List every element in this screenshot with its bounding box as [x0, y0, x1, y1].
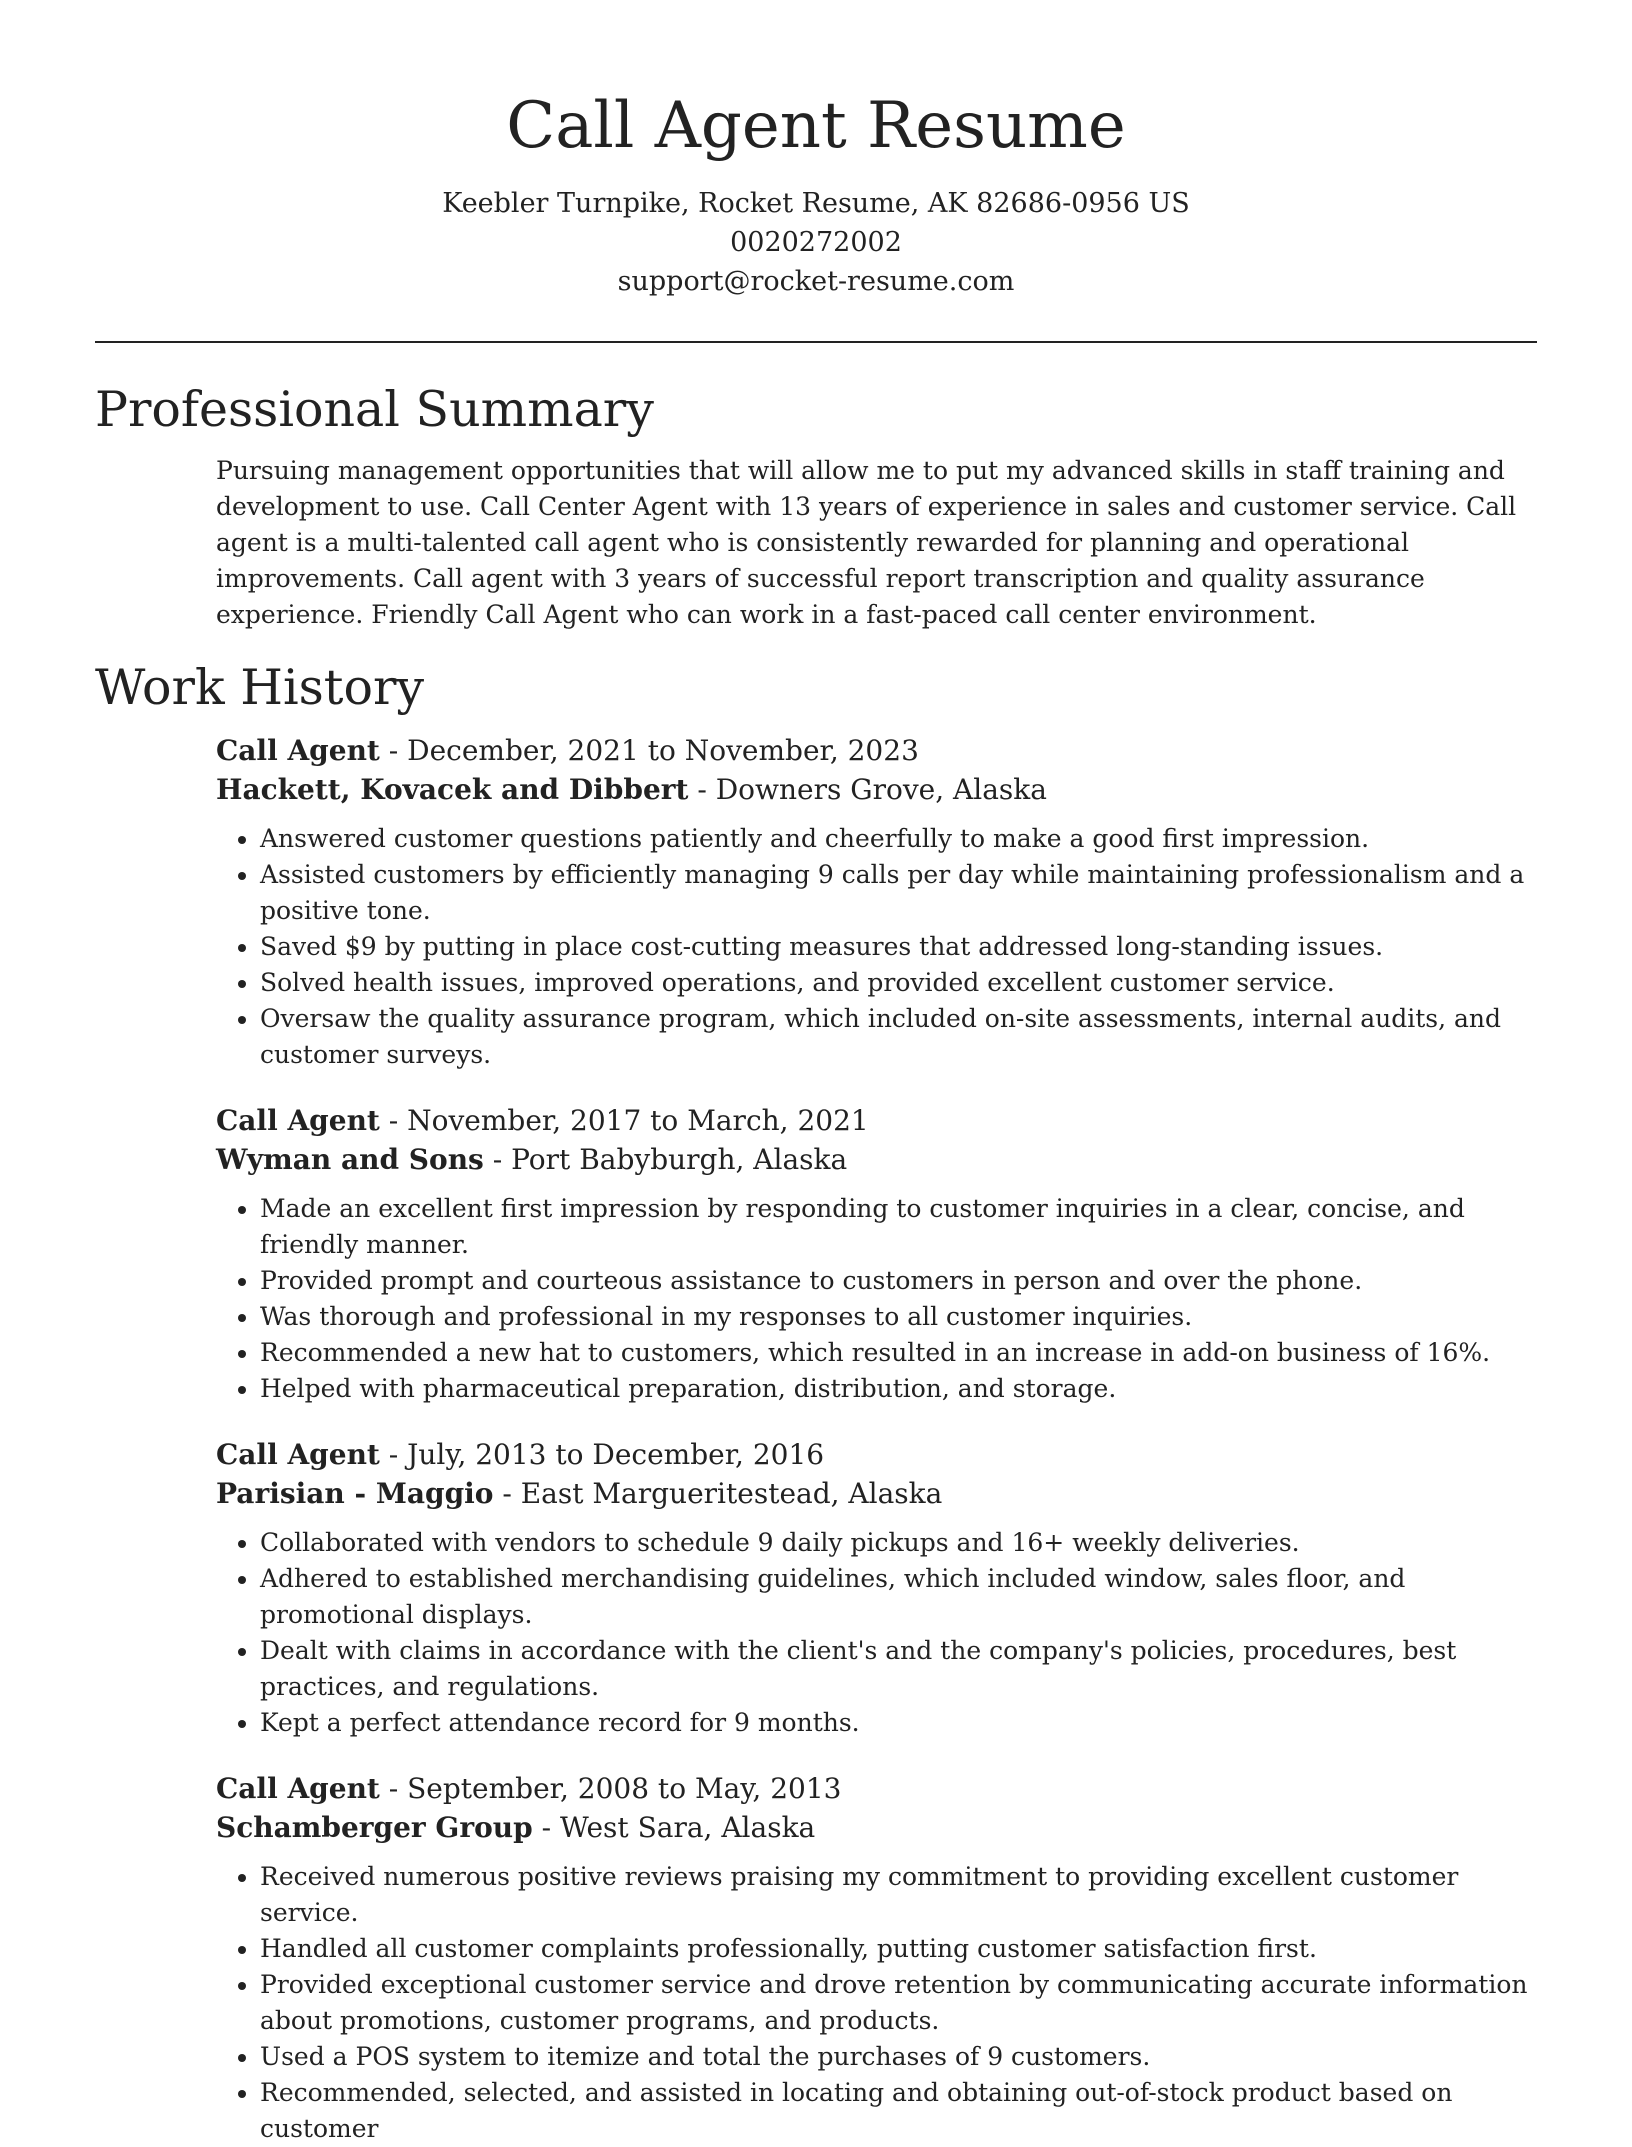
job-dates: November, 2017 to March, 2021 [407, 1104, 869, 1137]
job-location: West Sara, Alaska [559, 1811, 816, 1844]
job-company: Wyman and Sons [216, 1143, 484, 1176]
job-title: Call Agent [216, 1772, 380, 1805]
resume-header [95, 0, 1537, 301]
job-separator: - [493, 1477, 521, 1510]
job-dates: December, 2021 to November, 2023 [407, 734, 919, 767]
summary-text: Pursuing management opportunities that will allow me to put my advanced skills in staff training and development to use. Call Center Agent with 13 years of experience in sales and customer service. Call agent is a multi-talented call agent who is consistently rewarded for planning and operational improvements. Call agent with 3 years of successful report transcription and quality assurance experience. Friendly Call Agent who can work in a fast-paced call center environment. [216, 456, 1517, 629]
job-duty-item: • Helped with pharmaceutical preparation, distribution, and storage. [260, 1371, 1537, 1407]
job-list [95, 731, 1537, 2147]
job-title-line [216, 1435, 1537, 1474]
job-title: Call Agent [216, 734, 380, 767]
job-duty-item: • Recommended, selected, and assisted in locating and obtaining out-of-stock product based on customer [260, 2075, 1537, 2147]
job-location: East Margueritestead, Alaska [520, 1477, 943, 1510]
job-duty-item: • Saved $9 by putting in place cost-cutting measures that addressed long-standing issues. [260, 929, 1537, 965]
job-separator: - [688, 773, 716, 806]
job-title-line [216, 1101, 1537, 1140]
job-company: Hackett, Kovacek and Dibbert [216, 773, 689, 806]
job-location: Downers Grove, Alaska [715, 773, 1047, 806]
job-location: Port Babyburgh, Alaska [511, 1143, 848, 1176]
job-duty-item: • Oversaw the quality assurance program, which included on-site assessments, internal audits, and customer surveys. [260, 1001, 1537, 1073]
job-company-line [216, 1140, 1537, 1179]
job-duty-item: • Collaborated with vendors to schedule 9 daily pickups and 16+ weekly deliveries. [260, 1525, 1537, 1561]
job-company-line [216, 1474, 1537, 1513]
resume-title: Call Agent Resume [506, 89, 1126, 163]
job-duty-item: • Used a POS system to itemize and total the purchases of 9 customers. [260, 2039, 1537, 2075]
job-duty-item: • Answered customer questions patiently and cheerfully to make a good first impression. [260, 821, 1537, 857]
job-duties-list [216, 1525, 1537, 1741]
job-entry [216, 731, 1537, 1073]
contact-address: Keebler Turnpike, Rocket Resume, AK 82686-0956 US [442, 188, 1190, 219]
job-company: Schamberger Group [216, 1811, 533, 1844]
professional-summary-section [95, 381, 1537, 633]
job-separator: - [379, 734, 408, 767]
job-duty-item: • Assisted customers by efficiently managing 9 calls per day while maintaining professionalism and a positive tone. [260, 857, 1537, 929]
contact-email: support@rocket-resume.com [617, 266, 1015, 297]
job-duty-item: • Adhered to established merchandising guidelines, which included window, sales floor, and promotional displays. [260, 1561, 1537, 1633]
job-company-line [216, 770, 1537, 809]
job-entry [216, 1435, 1537, 1741]
job-duty-item: • Kept a perfect attendance record for 9 months. [260, 1705, 1537, 1741]
job-entry [216, 1101, 1537, 1407]
work-history-heading: Work History [95, 659, 425, 716]
job-dates: July, 2013 to December, 2016 [407, 1438, 825, 1471]
job-separator: - [483, 1143, 512, 1176]
job-duty-item: • Provided prompt and courteous assistance to customers in person and over the phone. [260, 1263, 1537, 1299]
job-duties-list [216, 1859, 1537, 2147]
job-separator: - [379, 1104, 408, 1137]
job-duty-item: • Made an excellent first impression by responding to customer inquiries in a clear, concise, and friendly manner. [260, 1191, 1537, 1263]
job-title: Call Agent [216, 1104, 380, 1137]
job-duty-item: • Handled all customer complaints professionally, putting customer satisfaction first. [260, 1931, 1537, 1967]
job-company: Parisian - Maggio [216, 1477, 494, 1510]
work-history-section [95, 659, 1537, 2147]
job-separator: - [532, 1811, 560, 1844]
job-duty-item: • Solved health issues, improved operations, and provided excellent customer service. [260, 965, 1537, 1001]
job-duties-list [216, 1191, 1537, 1407]
job-duties-list [216, 821, 1537, 1073]
job-duty-item: • Received numerous positive reviews praising my commitment to providing excellent customer service. [260, 1859, 1537, 1931]
job-duty-item: • Recommended a new hat to customers, which resulted in an increase in add-on business of 16%. [260, 1335, 1537, 1371]
contact-phone: 0020272002 [730, 227, 902, 258]
job-entry [216, 1769, 1537, 2147]
job-duty-item: • Provided exceptional customer service and drove retention by communicating accurate information about promotions, customer programs, and products. [260, 1967, 1537, 2039]
summary-heading: Professional Summary [95, 381, 654, 438]
job-title-line [216, 731, 1537, 770]
job-separator: - [379, 1438, 408, 1471]
job-duty-item: • Dealt with claims in accordance with the client's and the company's policies, procedures, best practices, and regulations. [260, 1633, 1537, 1705]
job-title: Call Agent [216, 1438, 380, 1471]
job-title-line [216, 1769, 1537, 1808]
job-duty-item: • Was thorough and professional in my responses to all customer inquiries. [260, 1299, 1537, 1335]
job-separator: - [379, 1772, 408, 1805]
job-company-line [216, 1808, 1537, 1847]
job-dates: September, 2008 to May, 2013 [407, 1772, 842, 1805]
header-divider [95, 341, 1537, 343]
